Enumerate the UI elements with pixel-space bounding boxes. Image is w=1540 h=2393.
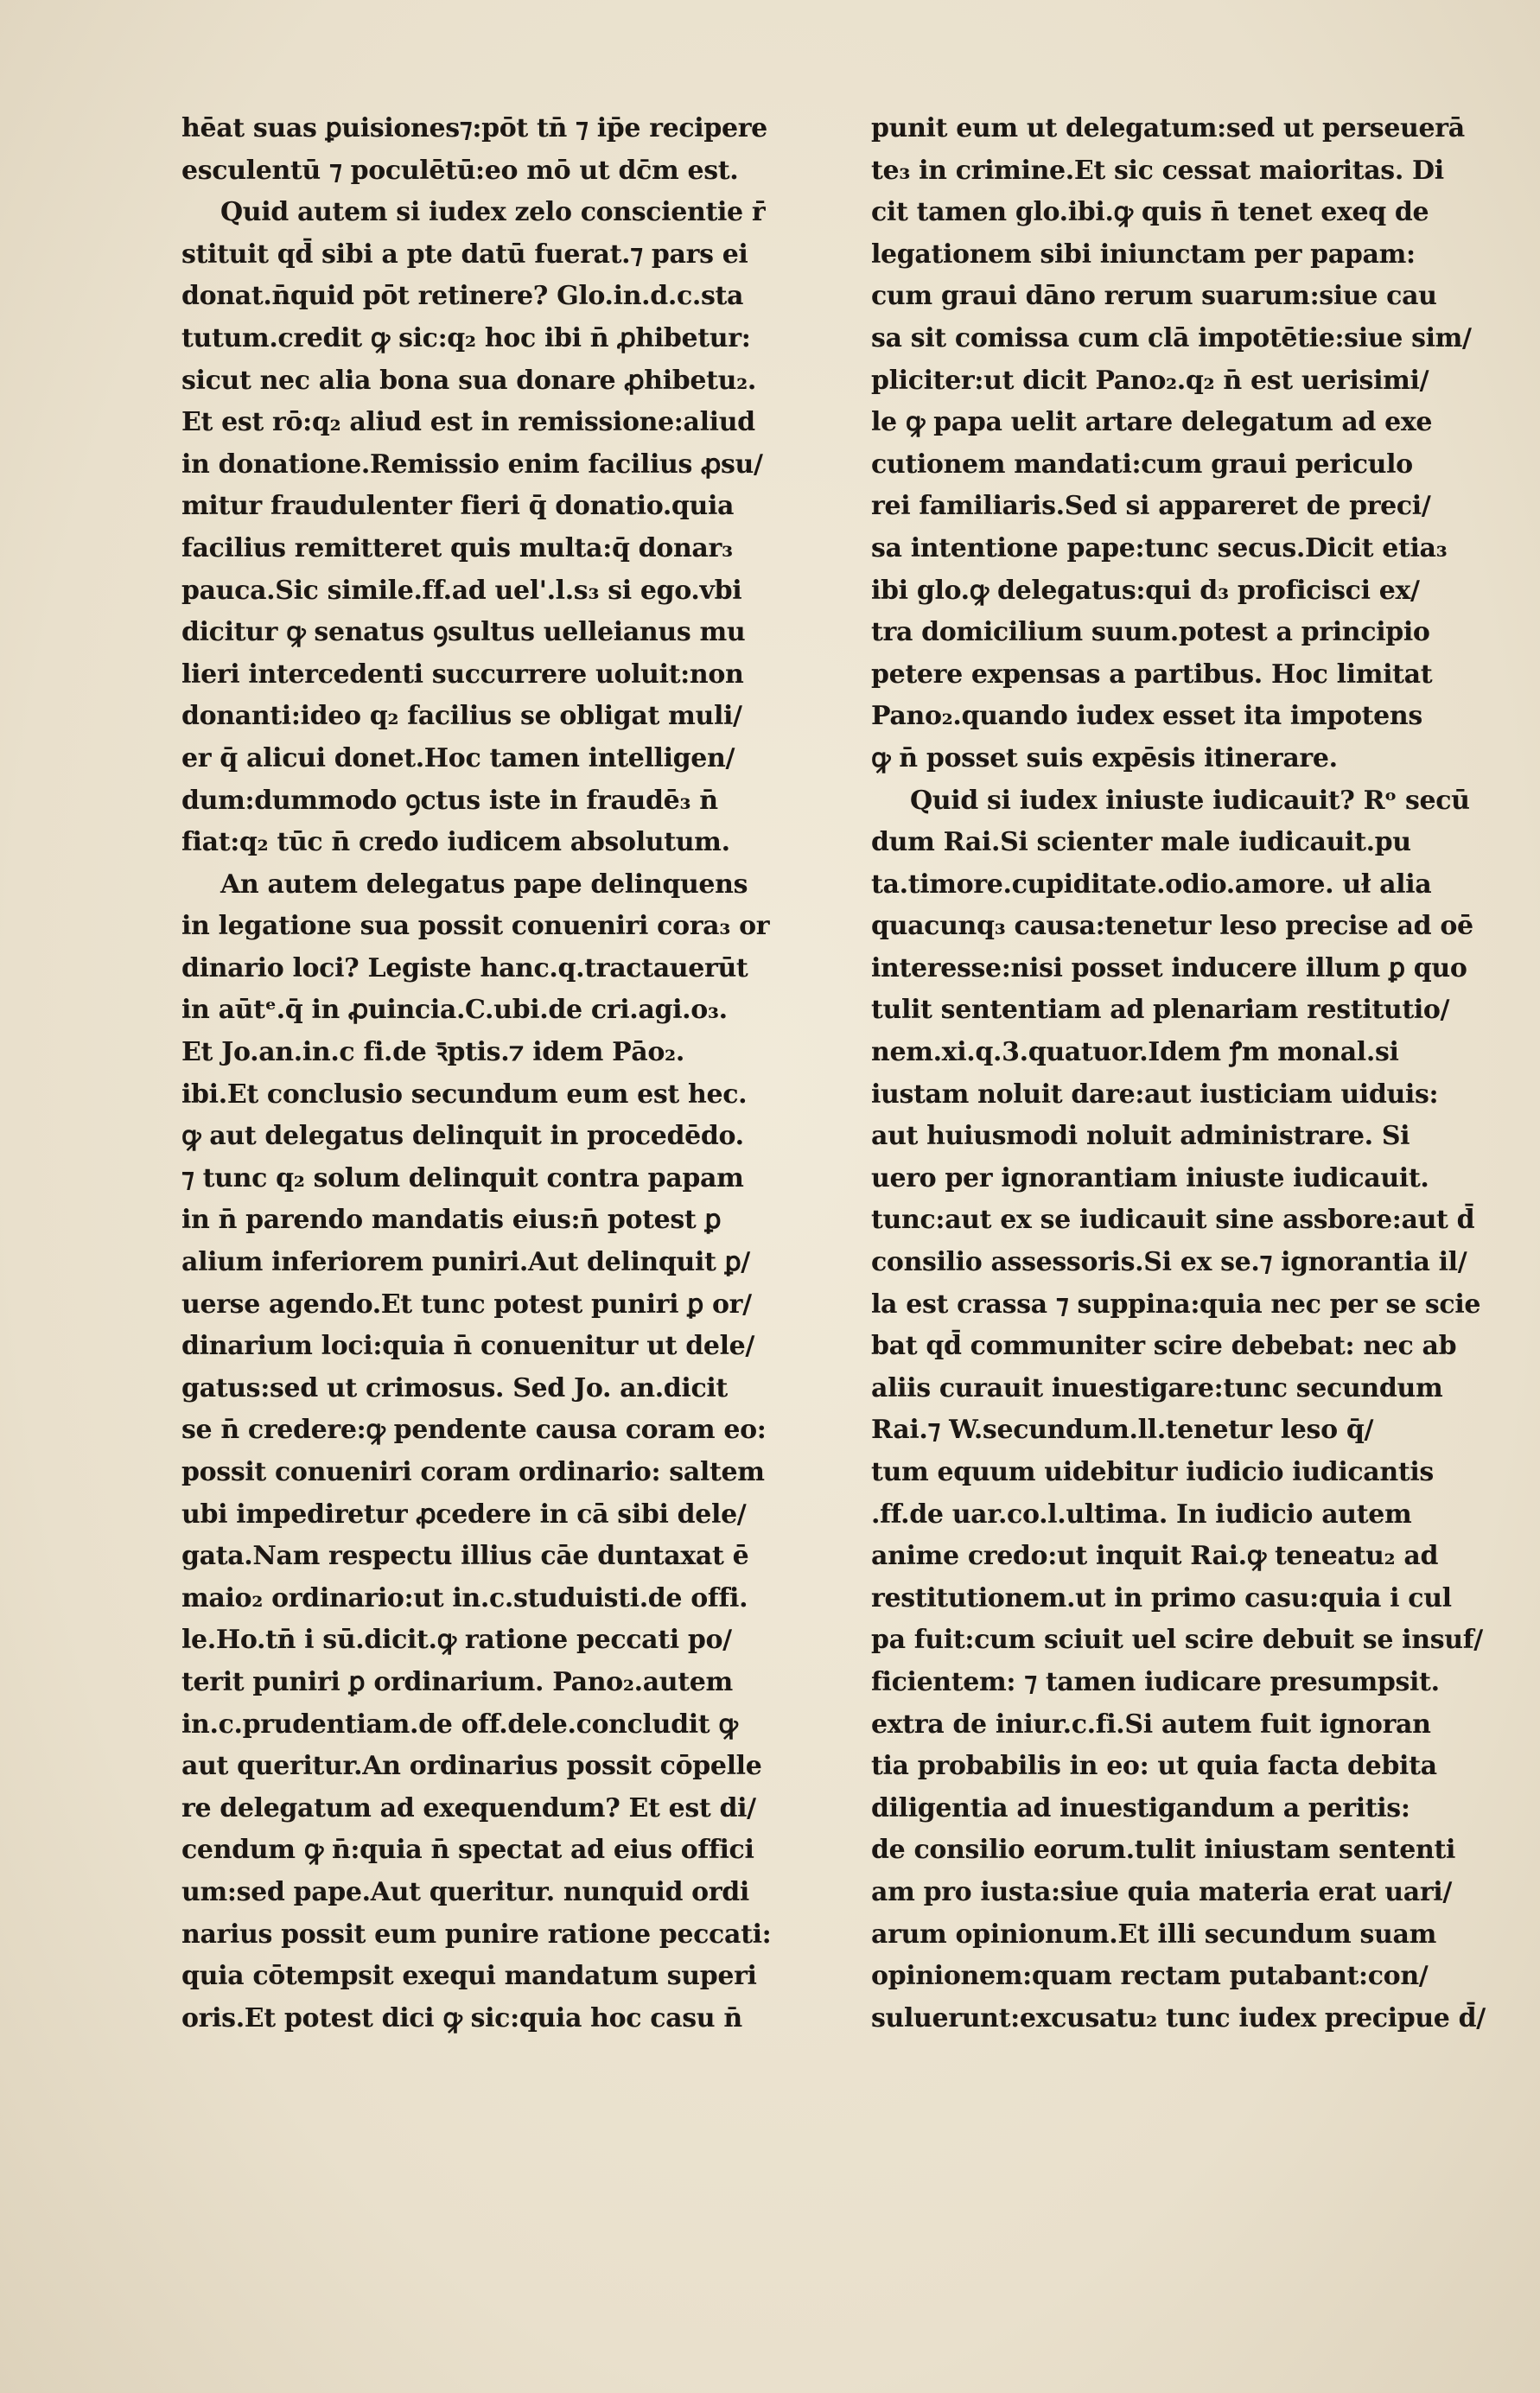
text-line: in donatione.Remissio enim facilius ꝓsu/ — [181, 449, 763, 480]
text-line: Quid si iudex iniuste iudicauit? Rᵒ secū — [910, 785, 1470, 816]
text-line: se n̄ credere:ꝙ pendente causa coram eo: — [181, 1415, 767, 1446]
text-line: suluerunt:excusatu₂ tunc iudex precipue d̄/ — [871, 2002, 1486, 2033]
text-line: tra domicilium suum.potest a principio — [871, 617, 1430, 648]
text-line: sa intentione pape:tunc secus.Dicit etia₃ — [871, 532, 1448, 563]
text-line: dinarium loci:quia n̄ conuenitur ut dele/ — [181, 1331, 755, 1362]
text-line: dum:dummodo ꝯctus iste in fraudē₃ n̄ — [181, 785, 718, 816]
text-line: petere expensas a partibus. Hoc limitat — [871, 659, 1433, 690]
text-line: ibi glo.ꝙ delegatus:qui d₃ proficisci ex/ — [871, 575, 1420, 606]
text-line: diligentia ad inuestigandum a peritis: — [871, 1792, 1410, 1823]
text-line: ficientem: ⁊ tamen iudicare presumpsit. — [871, 1666, 1440, 1697]
text-line: tulit sententiam ad plenariam restitutio/ — [871, 995, 1450, 1026]
right-text-column — [871, 108, 1502, 2040]
text-line: legationem sibi iniunctam per papam: — [871, 239, 1416, 270]
text-line: la est crassa ⁊ suppina:quia nec per se scie — [871, 1289, 1481, 1320]
text-line: iustam noluit dare:aut iusticiam uiduis: — [871, 1079, 1439, 1110]
text-line: facilius remitteret quis multa:q̄ donar₃ — [181, 532, 733, 563]
text-line: cit tamen glo.ibi.ꝙ quis n̄ tenet exeq de — [871, 197, 1429, 228]
text-line: tunc:aut ex se iudicauit sine assbore:aut d̄ — [871, 1205, 1475, 1236]
text-line: aliis curauit inuestigare:tunc secundum — [871, 1372, 1443, 1403]
text-line: bat qd̄ communiter scire debebat: nec ab — [871, 1331, 1457, 1362]
text-line: tia probabilis in eo: ut quia facta debita — [871, 1751, 1437, 1782]
text-line: An autem delegatus pape delinquens — [220, 869, 748, 900]
text-line: ⁊ tunc q₂ solum delinquit contra papam — [181, 1162, 744, 1193]
text-line: terit puniri ꝑ ordinarium. Pano₂.autem — [181, 1666, 733, 1697]
text-line: sicut nec alia bona sua donare ꝓhibetu₂. — [181, 365, 756, 396]
text-line: dinario loci? Legiste hanc.q.tractauerūt — [181, 952, 748, 983]
text-line: interesse:nisi posset inducere illum ꝑ quo — [871, 952, 1467, 983]
text-line: Et est rō:q₂ aliud est in remissione:aliud — [181, 407, 755, 438]
text-line: donat.n̄quid pōt retinere? Glo.in.d.c.sta — [181, 281, 744, 312]
text-line: restitutionem.ut in primo casu:quia i cul — [871, 1582, 1452, 1613]
text-line: alium inferiorem puniri.Aut delinquit ꝑ/ — [181, 1247, 750, 1278]
text-line: um:sed pape.Aut queritur. nunquid ordi — [181, 1876, 749, 1907]
text-line: am pro iusta:siue quia materia erat uari/ — [871, 1876, 1452, 1907]
text-line: Et Jo.an.in.c fi.de ꝛ̄ptis.⁊ idem Pāo₂. — [181, 1037, 684, 1068]
text-line: pa fuit:cum sciuit uel scire debuit se insuf/ — [871, 1625, 1483, 1656]
text-line: arum opinionum.Et illi secundum suam — [871, 1919, 1436, 1950]
text-line: in legatione sua possit conueniri cora₃ or — [181, 911, 770, 942]
text-line: dicitur ꝙ senatus ꝯsultus uelleianus mu — [181, 617, 746, 648]
text-line: hēat suas ꝑuisiones⁊:pōt tn̄ ⁊ ip̄e recipere — [181, 113, 767, 143]
text-line: maio₂ ordinario:ut in.c.studuisti.de offi. — [181, 1582, 748, 1613]
text-line: .ff.de uar.co.l.ultima. In iudicio autem — [871, 1499, 1412, 1530]
text-line: ta.timore.cupiditate.odio.amore. uł alia — [871, 869, 1432, 900]
text-line: fiat:q₂ tūc n̄ credo iudicem absolutum. — [181, 827, 730, 858]
text-line: consilio assessoris.Si ex se.⁊ ignorantia il/ — [871, 1247, 1467, 1278]
text-line: Rai.⁊ W.secundum.ll.tenetur leso q̄/ — [871, 1415, 1374, 1446]
text-line: de consilio eorum.tulit iniustam sententi — [871, 1835, 1456, 1866]
text-line: gatus:sed ut crimosus. Sed Jo. an.dicit — [181, 1372, 728, 1403]
text-line: uero per ignorantiam iniuste iudicauit. — [871, 1162, 1429, 1193]
text-line: esculentū ⁊ poculētū:eo mō ut dc̄m est. — [181, 155, 739, 186]
text-line: tutum.credit ꝙ sic:q₂ hoc ibi n̄ ꝓhibetur: — [181, 322, 751, 353]
text-line: oris.Et potest dici ꝙ sic:quia hoc casu n̄ — [181, 2002, 742, 2033]
text-line: re delegatum ad exequendum? Et est di/ — [181, 1792, 756, 1823]
text-line: ꝙ n̄ posset suis expēsis itinerare. — [871, 742, 1338, 773]
text-line: pliciter:ut dicit Pano₂.q₂ n̄ est uerisimi/ — [871, 365, 1429, 396]
text-line: cum graui dāno rerum suarum:siue cau — [871, 281, 1437, 312]
text-line: sa sit comissa cum clā impotētie:siue sim/ — [871, 322, 1472, 353]
text-line: pauca.Sic simile.ff.ad uel'.l.s₃ si ego.vbi — [181, 575, 742, 606]
text-line: uerse agendo.Et tunc potest puniri ꝑ or/ — [181, 1289, 752, 1320]
text-line: mitur fraudulenter fieri q̄ donatio.quia — [181, 491, 735, 522]
text-line: narius possit eum punire ratione peccati: — [181, 1919, 772, 1950]
text-line: cutionem mandati:cum graui periculo — [871, 449, 1413, 480]
text-line: opinionem:quam rectam putabant:con/ — [871, 1961, 1429, 1992]
text-line: Quid autem si iudex zelo conscientie r̄ — [220, 197, 766, 228]
text-line: ubi impediretur ꝓcedere in cā sibi dele/ — [181, 1499, 747, 1530]
text-line: possit conueniri coram ordinario: saltem — [181, 1457, 765, 1487]
text-line: Pano₂.quando iudex esset ita impotens — [871, 701, 1422, 732]
text-line: ibi.Et conclusio secundum eum est hec. — [181, 1079, 748, 1110]
text-line: anime credo:ut inquit Rai.ꝙ teneatu₂ ad — [871, 1541, 1439, 1572]
text-line: le ꝙ papa uelit artare delegatum ad exe — [871, 407, 1433, 438]
text-line: er q̄ alicui donet.Hoc tamen intelligen/ — [181, 742, 735, 773]
text-line: punit eum ut delegatum:sed ut perseuerā — [871, 113, 1465, 143]
text-line: ꝙ aut delegatus delinquit in procedēdo. — [181, 1121, 744, 1152]
text-line: tum equum uidebitur iudicio iudicantis — [871, 1457, 1434, 1487]
text-line: aut huiusmodi noluit administrare. Si — [871, 1121, 1410, 1152]
text-line: rei familiaris.Sed si appareret de preci/ — [871, 491, 1431, 522]
text-line: in n̄ parendo mandatis eius:n̄ potest ꝑ — [181, 1205, 722, 1236]
text-line: gata.Nam respectu illius cāe duntaxat ē — [181, 1541, 749, 1572]
text-line: in aūtᵉ.q̄ in ꝓuincia.C.ubi.de cri.agi.o₃. — [181, 995, 728, 1026]
text-line: aut queritur.An ordinarius possit cōpelle — [181, 1751, 762, 1782]
text-line: dum Rai.Si scienter male iudicauit.pu — [871, 827, 1411, 858]
text-line: te₃ in crimine.Et sic cessat maioritas. Di — [871, 155, 1444, 186]
text-line: in.c.prudentiam.de off.dele.concludit ꝙ — [181, 1709, 738, 1740]
text-line: donanti:ideo q₂ facilius se obligat muli/ — [181, 701, 742, 732]
text-line: cendum ꝙ n̄:quia n̄ spectat ad eius offici — [181, 1835, 754, 1866]
text-line: le.Ho.tn̄ i sū.dicit.ꝙ ratione peccati po/ — [181, 1625, 732, 1656]
text-line: lieri intercedenti succurrere uoluit:non — [181, 659, 744, 690]
left-text-column — [181, 108, 838, 2040]
text-line: nem.xi.q.3.quatuor.Idem ꝭm monal.si — [871, 1037, 1399, 1068]
text-line: extra de iniur.c.fi.Si autem fuit ignoran — [871, 1709, 1431, 1740]
text-line: stituit qd̄ sibi a pte datū fuerat.⁊ pars ei — [181, 239, 748, 270]
text-line: quia cōtempsit exequi mandatum superi — [181, 1961, 757, 1992]
text-line: quacunq₃ causa:tenetur leso precise ad oē — [871, 911, 1473, 942]
